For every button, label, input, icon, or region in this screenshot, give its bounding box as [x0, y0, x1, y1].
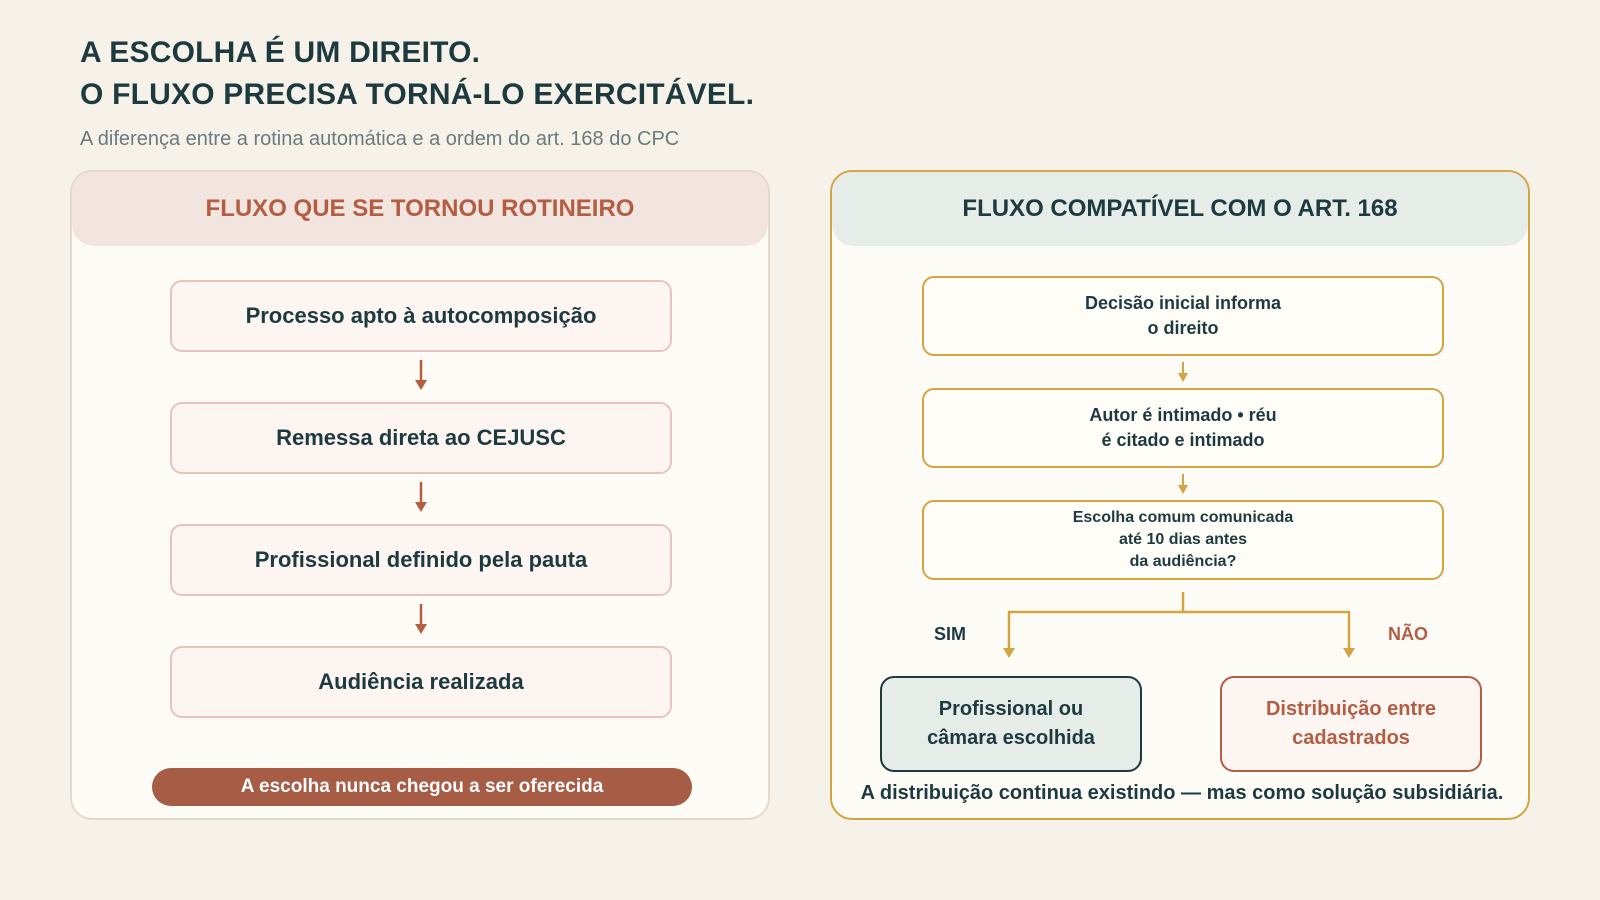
art168-flow-panel: [830, 170, 1530, 820]
no-outcome-line-1: Distribuição entre: [1265, 698, 1437, 720]
down-arrow-icon: [411, 358, 431, 392]
routine-step-2: Remessa direta ao CEJUSC: [170, 402, 672, 474]
decision-line-1: Escolha comum comunicada: [1072, 509, 1294, 526]
art168-flow-title: FLUXO COMPATÍVEL COM O ART. 168: [832, 172, 1528, 246]
art168-step-2: [922, 388, 1444, 468]
no-branch-label: NÃO: [1388, 624, 1428, 644]
decision-line-3: da audiência?: [1129, 553, 1237, 570]
page-title: [80, 32, 754, 116]
routine-flow-title: FLUXO QUE SE TORNOU ROTINEIRO: [72, 172, 768, 246]
yes-branch-label: SIM: [934, 624, 967, 644]
routine-step-3: Profissional definido pela pauta: [170, 524, 672, 596]
routine-step-4: Audiência realizada: [170, 646, 672, 718]
down-arrow-icon: [1175, 472, 1191, 496]
no-outcome-box: [1220, 676, 1482, 772]
down-arrow-icon: [411, 480, 431, 514]
no-outcome-line-2: cadastrados: [1292, 727, 1410, 749]
routine-step-1: Processo apto à autocomposição: [170, 280, 672, 352]
art168-step-1: [922, 276, 1444, 356]
art168-step-1-line-1: Decisão inicial informa: [1084, 293, 1282, 313]
down-arrow-icon: [1175, 360, 1191, 384]
art168-decision: [922, 500, 1444, 580]
yes-outcome-box: [880, 676, 1142, 772]
art168-step-2-line-1: Autor é intimado • réu: [1089, 405, 1277, 425]
routine-flow-panel: [70, 170, 770, 820]
art168-step-2-line-2: é citado e intimado: [1101, 430, 1265, 450]
routine-conclusion-badge: A escolha nunca chegou a ser oferecida: [152, 768, 692, 806]
decision-line-2: até 10 dias antes: [1118, 531, 1248, 548]
yes-outcome-line-2: câmara escolhida: [927, 727, 1095, 749]
down-arrow-icon: [411, 602, 431, 636]
page-subtitle: A diferença entre a rotina automática e a ordem do art. 168 do CPC: [80, 128, 680, 150]
art168-footnote: A distribuição continua existindo — mas como solução subsidiária.: [860, 782, 1504, 804]
yes-outcome-line-1: Profissional ou: [938, 698, 1084, 720]
art168-step-1-line-2: o direito: [1147, 318, 1219, 338]
title-line-1: A ESCOLHA É UM DIREITO.: [80, 36, 481, 69]
title-line-2: O FLUXO PRECISA TORNÁ-LO EXERCITÁVEL.: [80, 78, 755, 111]
